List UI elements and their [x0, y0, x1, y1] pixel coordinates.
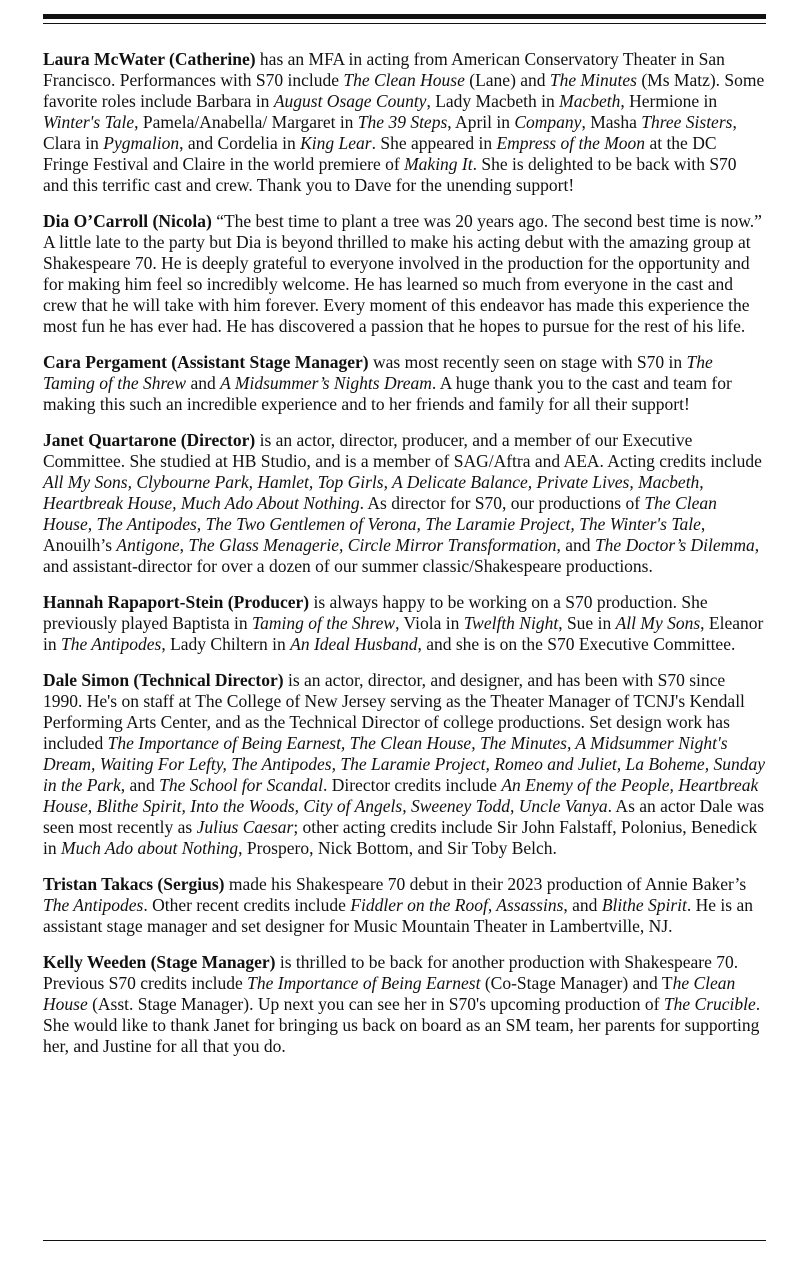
- bio-title-italic: The Doctor’s Dilemma: [594, 535, 755, 555]
- bio-text: , and: [563, 895, 602, 915]
- bio-text: , and: [120, 775, 160, 795]
- bio-text: ; other acting credits include Sir John Falstaff, Polonius, Benedick in: [43, 817, 758, 858]
- footer-rule: [43, 1240, 766, 1241]
- bio-name-role: Dale Simon (Technical Director): [43, 670, 284, 690]
- bio-name-role: Dia O’Carroll (Nicola): [43, 211, 212, 231]
- bio-text: . As an actor Dale was seen most recently as: [43, 796, 765, 837]
- bio-title-italic: An Ideal Husband: [290, 634, 418, 654]
- bio-paragraph-janet-quartarone: [43, 430, 766, 577]
- bio-text: , and Cordelia in: [179, 133, 301, 153]
- bio-title-italic: Antigone: [116, 535, 180, 555]
- bio-text: is thrilled to be back for another production with Shakespeare 70. Previous S70 credits include: [43, 952, 739, 993]
- header-rule-thin: [43, 23, 766, 24]
- bio-paragraph-kelly-weeden: [43, 952, 766, 1057]
- bio-text: , Lady Macbeth in: [426, 91, 560, 111]
- bio-paragraph-dia-ocarroll: [43, 211, 766, 337]
- bio-name-role: Janet Quartarone (Director): [43, 430, 256, 450]
- bio-title-italic: Fiddler on the Roof, Assassins: [350, 895, 564, 915]
- bio-text: , Masha: [581, 112, 642, 132]
- bio-title-italic: The Importance of Being Earnest: [247, 973, 481, 993]
- bio-title-italic: Blithe Spirit: [601, 895, 687, 915]
- bio-text: and: [186, 373, 221, 393]
- bio-text: is an actor, director, and designer, and has been with S70 since 1990. He's on staff at The College of New Jersey serving as the Theater Manager of TCNJ's Kendall Performing Arts Center, and as the Technical Director of college productions. Set design work has included: [43, 670, 745, 753]
- bio-title-italic: The Antipodes: [61, 634, 162, 654]
- bio-text: . Director credits include: [322, 775, 502, 795]
- bio-text: , Hermione in: [620, 91, 718, 111]
- bio-name-role: Kelly Weeden (Stage Manager): [43, 952, 276, 972]
- bio-title-italic: A Midsummer’s Nights Dream: [220, 373, 432, 393]
- bio-title-italic: The Glass Menagerie, Circle Mirror Transformation: [188, 535, 557, 555]
- bio-text: . She appeared in: [371, 133, 497, 153]
- header-rule-thick: [43, 14, 766, 19]
- bio-text: has an MFA in acting from American Conservatory Theater in San Francisco. Performances with S70 include: [43, 49, 725, 90]
- bio-text: , April in: [447, 112, 515, 132]
- bio-title-italic: Company: [514, 112, 582, 132]
- bio-page: [43, 14, 766, 1072]
- bio-text: (Lane) and: [464, 70, 550, 90]
- bio-text: , Sue in: [558, 613, 616, 633]
- bio-text: at the DC Fringe Festival and Claire in the world premiere of: [43, 133, 717, 174]
- bio-title-italic: All My Sons: [615, 613, 701, 633]
- bio-paragraph-laura-mcwater: [43, 49, 766, 196]
- bio-paragraph-cara-pergament: [43, 352, 766, 415]
- bio-text: (Co-Stage Manager) and T: [480, 973, 673, 993]
- bio-text: made his Shakespeare 70 debut in their 2023 production of Annie Baker’s: [224, 874, 747, 894]
- bio-name-role: Hannah Rapaport-Stein (Producer): [43, 592, 310, 612]
- bio-text: , Lady Chiltern in: [161, 634, 291, 654]
- bio-text: (Asst. Stage Manager). Up next you can see her in S70's upcoming production of: [87, 994, 664, 1014]
- bio-text: (Ms Matz). Some favorite roles include Barbara in: [43, 70, 765, 111]
- bio-paragraph-dale-simon: [43, 670, 766, 859]
- bio-title-italic: The Importance of Being Earnest, The Clean House, The Minutes, A Midsummer Night's Dream, Waiting For Lefty, The Antipodes, The Laramie Project, Romeo and Juliet, La Boheme, Sunday in the Park: [43, 733, 765, 795]
- bio-text: . A huge thank you to the cast and team for making this such an incredible experience and to her friends and family for all their support!: [43, 373, 732, 414]
- bio-text: . Other recent credits include: [143, 895, 351, 915]
- bio-text: , Anouilh’s: [43, 514, 706, 555]
- bio-text: , and assistant-director for over a dozen of our summer classic/Shakespeare productions.: [43, 535, 760, 576]
- bio-title-italic: Empress of the Moon: [496, 133, 646, 153]
- bio-title-italic: An Enemy of the People, Heartbreak House, Blithe Spirit, Into the Woods, City of Angels, Sweeney Todd, Uncle Vanya: [43, 775, 759, 816]
- bio-paragraph-tristan-takacs: [43, 874, 766, 937]
- bio-text: , Pamela/Anabella/ Margaret in: [134, 112, 358, 132]
- bio-text: , Viola in: [395, 613, 464, 633]
- bio-text: is always happy to be working on a S70 production. She previously played Baptista in: [43, 592, 708, 633]
- bio-title-italic: The Taming of the Shrew: [43, 352, 713, 393]
- bio-title-italic: Much Ado about Nothing: [61, 838, 239, 858]
- bio-text: . He is an assistant stage manager and set designer for Music Mountain Theater in Lambertville, NJ.: [43, 895, 753, 936]
- bio-paragraph-hannah-rapaport-stein: [43, 592, 766, 655]
- bio-text: . As director for S70, our productions of: [359, 493, 645, 513]
- bio-title-italic: Julius Caesar: [196, 817, 294, 837]
- bios-list: [43, 49, 766, 1057]
- bio-title-italic: he Clean House: [43, 973, 736, 1014]
- bio-title-italic: August Osage County: [273, 91, 427, 111]
- bio-name-role: Laura McWater (Catherine): [43, 49, 256, 69]
- bio-text: , and: [556, 535, 595, 555]
- bio-title-italic: The Antipodes: [43, 895, 144, 915]
- bio-text: . She is delighted to be back with S70 and this terrific cast and crew. Thank you to Dave for the unending support!: [43, 154, 737, 195]
- bio-name-role: Cara Pergament (Assistant Stage Manager): [43, 352, 369, 372]
- bio-title-italic: The Clean House, The Antipodes, The Two Gentlemen of Verona, The Laramie Project, The Winter's Tale: [43, 493, 717, 534]
- bio-text: is an actor, director, producer, and a member of our Executive Committee. She studied at HB Studio, and is a member of SAG/Aftra and AEA. Acting credits include: [43, 430, 762, 471]
- bio-title-italic: Taming of the Shrew: [252, 613, 396, 633]
- bio-title-italic: Three Sisters: [641, 112, 733, 132]
- bio-text: was most recently seen on stage with S70 in: [368, 352, 687, 372]
- bio-title-italic: Winter's Tale: [43, 112, 135, 132]
- bio-name-role: Tristan Takacs (Sergius): [43, 874, 225, 894]
- bio-title-italic: All My Sons, Clybourne Park, Hamlet, Top Girls, A Delicate Balance, Private Lives, Macbeth, Heartbreak House, Much Ado About Nothing: [43, 472, 704, 513]
- bio-text: ,: [179, 535, 189, 555]
- bio-title-italic: The 39 Steps: [357, 112, 448, 132]
- bio-title-italic: The Clean House: [343, 70, 465, 90]
- bio-text: . She would like to thank Janet for bringing us back on board as an SM team, her parents for supporting her, and Justine for all that you do.: [43, 994, 761, 1056]
- bio-text: “The best time to plant a tree was 20 years ago. The second best time is now.” A little late to the party but Dia is beyond thrilled to make his acting debut with the amazing group at Shakespeare 70. He is deeply grateful to everyone involved in the production for the opportunity and for making him feel so incredibly welcome. He has learned so much from everyone in the cast and crew that he will take with him forever. Every moment of this endeavor has made this experience the most fun he has ever had. He has discovered a passion that he hopes to pursue for the rest of his life.: [43, 211, 762, 336]
- bio-title-italic: Macbeth: [559, 91, 621, 111]
- bio-text: , Eleanor in: [43, 613, 764, 654]
- bio-text: , and she is on the S70 Executive Committee.: [417, 634, 736, 654]
- bio-text: , Clara in: [43, 112, 737, 153]
- bio-text: , Prospero, Nick Bottom, and Sir Toby Belch.: [238, 838, 557, 858]
- bio-title-italic: Pygmalion: [103, 133, 180, 153]
- bio-title-italic: The School for Scandal: [159, 775, 323, 795]
- bio-title-italic: King Lear: [300, 133, 372, 153]
- bio-title-italic: The Crucible: [663, 994, 756, 1014]
- bio-title-italic: Twelfth Night: [463, 613, 559, 633]
- bio-title-italic: The Minutes: [549, 70, 637, 90]
- bio-title-italic: Making It: [404, 154, 473, 174]
